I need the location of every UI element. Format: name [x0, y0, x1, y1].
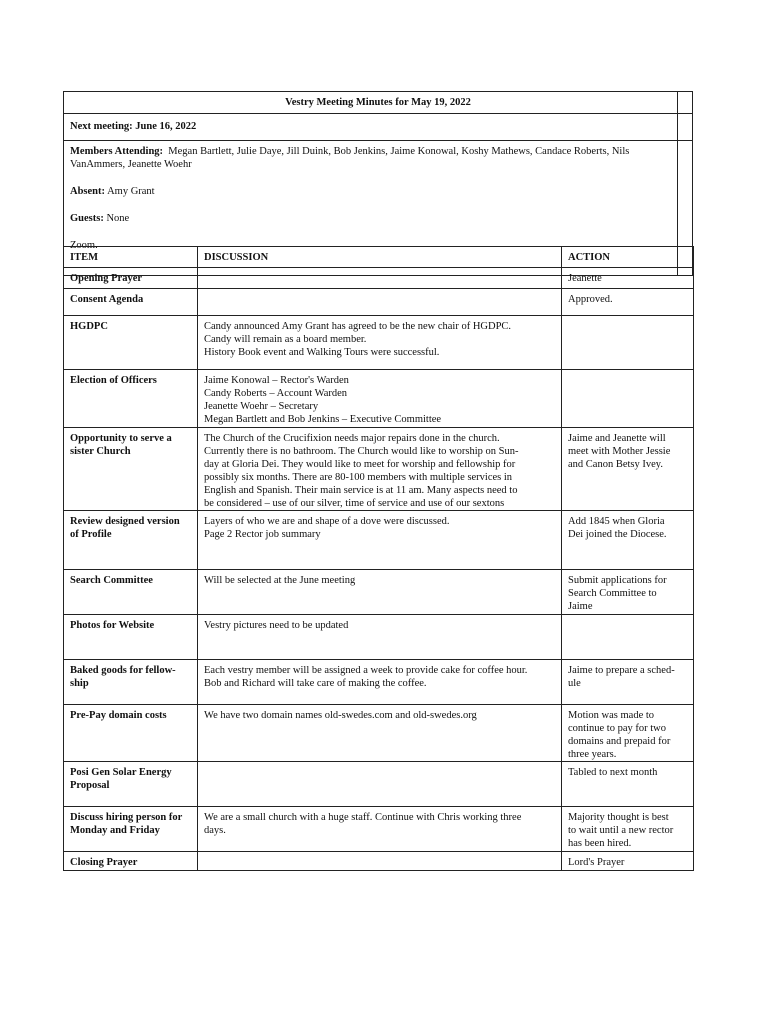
minutes-table — [63, 246, 694, 871]
discussion-cell — [198, 762, 562, 807]
action-cell — [562, 370, 694, 428]
discussion-line: Candy will remain as a board member. — [204, 334, 367, 345]
action-line: ule — [568, 678, 581, 689]
discussion-line: Page 2 Rector job summary — [204, 529, 321, 540]
discussion-header: DISCUSSION — [198, 247, 562, 268]
action-line: continue to pay for two — [568, 723, 666, 734]
discussion-cell — [198, 370, 562, 428]
table-row — [64, 705, 694, 762]
item-cell: Photos for Website — [64, 615, 198, 660]
discussion-line: Jeanette Woehr – Secretary — [204, 401, 319, 412]
discussion-cell — [198, 615, 562, 660]
discussion-line: Megan Bartlett and Bob Jenkins – Executive Committee — [204, 414, 442, 425]
members-attending — [70, 145, 672, 171]
item-cell: Opportunity to serve a sister Church — [64, 428, 198, 511]
discussion-line: Each vestry member will be assigned a week to provide cake for coffee hour. — [204, 665, 528, 676]
item-cell: Consent Agenda — [64, 289, 198, 316]
discussion-cell — [198, 852, 562, 871]
discussion-cell — [198, 511, 562, 570]
action-line: Jaime and Jeanette will — [568, 433, 666, 444]
item-cell: Closing Prayer — [64, 852, 198, 871]
members-list: Megan Bartlett, Julie Daye, Jill Duink, Bob Jenkins, Jaime Konowal, Koshy Mathews, Candace Roberts, Nils VanAmmers, Jeanette Woehr — [70, 146, 630, 170]
action-line: meet with Mother Jessie — [568, 446, 671, 457]
discussion-cell — [198, 316, 562, 370]
discussion-line: Jaime Konowal – Rector's Warden — [204, 375, 349, 386]
discussion-line: We are a small church with a huge staff. Continue with Chris working three — [204, 812, 522, 823]
action-line: and Canon Betsy Ivey. — [568, 459, 663, 470]
discussion-cell — [198, 268, 562, 289]
item-cell: Baked goods for fellow-ship — [64, 660, 198, 705]
discussion-cell — [198, 660, 562, 705]
table-row — [64, 570, 694, 615]
discussion-cell — [198, 428, 562, 511]
table-row — [64, 428, 694, 511]
action-line: Motion was made to — [568, 710, 655, 721]
discussion-line: possibly six months. There are 80-100 members with multiple services in — [204, 472, 513, 483]
item-cell: Pre-Pay domain costs — [64, 705, 198, 762]
table-row — [64, 316, 694, 370]
zoom-note: Zoom. — [70, 240, 98, 251]
item-cell: Election of Officers — [64, 370, 198, 428]
action-line: Jeanette — [568, 273, 602, 284]
action-line: Dei joined the Diocese. — [568, 529, 667, 540]
table-row — [64, 370, 694, 428]
table-row — [64, 289, 694, 316]
item-cell: Opening Prayer — [64, 268, 198, 289]
discussion-line: We have two domain names old-swedes.com and old-swedes.org — [204, 710, 477, 721]
item-header: ITEM — [64, 247, 198, 268]
guests-label: Guests: — [70, 213, 104, 224]
action-line: Lord's Prayer — [568, 857, 625, 868]
action-cell — [562, 268, 694, 289]
action-line: Majority thought is best — [568, 812, 669, 823]
discussion-line: Layers of who we are and shape of a dove were discussed. — [204, 516, 450, 527]
discussion-cell — [198, 807, 562, 852]
item-cell: Discuss hiring person for Monday and Friday — [64, 807, 198, 852]
discussion-line: Will be selected at the June meeting — [204, 575, 356, 586]
action-line: domains and prepaid for — [568, 736, 671, 747]
document-title: Vestry Meeting Minutes for May 19, 2022 — [285, 97, 471, 108]
item-cell: HGDPC — [64, 316, 198, 370]
action-line: Approved. — [568, 294, 613, 305]
action-cell — [562, 570, 694, 615]
header-title-row — [64, 92, 692, 114]
action-line: Jaime — [568, 601, 593, 612]
discussion-cell — [198, 289, 562, 316]
action-line: three years. — [568, 749, 617, 760]
action-line: Submit applications for — [568, 575, 667, 586]
table-row — [64, 660, 694, 705]
action-line: Tabled to next month — [568, 767, 658, 778]
guests-value: None — [106, 213, 130, 224]
absent-line — [70, 185, 672, 198]
side-cell — [677, 114, 692, 140]
discussion-line: Candy Roberts – Account Warden — [204, 388, 348, 399]
item-cell: Search Committee — [64, 570, 198, 615]
discussion-line: Bob and Richard will take care of making the coffee. — [204, 678, 427, 689]
action-line: Add 1845 when Gloria — [568, 516, 665, 527]
action-cell — [562, 289, 694, 316]
discussion-line: Currently there is no bathroom. The Church would like to worship on Sun- — [204, 446, 519, 457]
table-header-row — [64, 247, 694, 268]
table-row — [64, 852, 694, 871]
action-line: to wait until a new rector — [568, 825, 674, 836]
action-cell — [562, 762, 694, 807]
absent-value: Amy Grant — [107, 186, 155, 197]
table-row — [64, 511, 694, 570]
discussion-cell — [198, 705, 562, 762]
action-line: Search Committee to — [568, 588, 657, 599]
action-cell — [562, 615, 694, 660]
discussion-line: days. — [204, 825, 226, 836]
absent-label: Absent: — [70, 186, 106, 197]
side-cell — [677, 92, 692, 113]
table-row — [64, 268, 694, 289]
discussion-line: History Book event and Walking Tours were successful. — [204, 347, 440, 358]
discussion-cell — [198, 570, 562, 615]
action-cell — [562, 660, 694, 705]
discussion-line: day at Gloria Dei. They would like to meet for worship and fellowship for — [204, 459, 516, 470]
discussion-line: Candy announced Amy Grant has agreed to be the new chair of HGDPC. — [204, 321, 512, 332]
discussion-line: The Church of the Crucifixion needs major repairs done in the church. — [204, 433, 500, 444]
table-row — [64, 807, 694, 852]
discussion-line: English and Spanish. Their main service is at 11 am. Many aspects need to — [204, 485, 518, 496]
discussion-line: Vestry pictures need to be updated — [204, 620, 349, 631]
table-row — [64, 615, 694, 660]
item-cell: Posi Gen Solar Energy Proposal — [64, 762, 198, 807]
item-cell: Review designed version of Profile — [64, 511, 198, 570]
action-header: ACTION — [562, 247, 694, 268]
guests-line — [70, 212, 672, 225]
action-cell — [562, 316, 694, 370]
table-row — [64, 762, 694, 807]
action-cell — [562, 511, 694, 570]
next-meeting: Next meeting: June 16, 2022 — [70, 121, 197, 132]
members-label: Members Attending: — [70, 146, 164, 157]
action-cell — [562, 852, 694, 871]
next-meeting-row — [64, 114, 692, 141]
action-cell — [562, 705, 694, 762]
action-cell — [562, 807, 694, 852]
action-line: Jaime to prepare a sched- — [568, 665, 675, 676]
discussion-line: be considered – use of our silver, time of service and use of our sextons — [204, 498, 505, 509]
action-cell — [562, 428, 694, 511]
action-line: has been hired. — [568, 838, 632, 849]
